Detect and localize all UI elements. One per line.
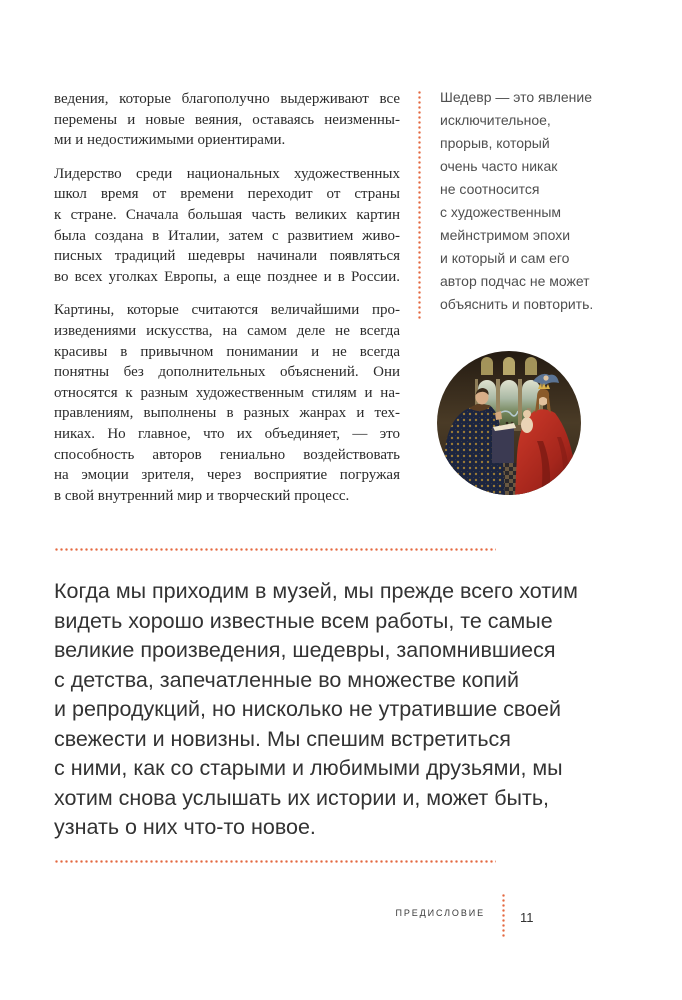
pull-quote-line: видеть хорошо известные всем работы, те самые — [54, 608, 553, 633]
pull-quote — [54, 577, 654, 843]
body-text-column — [54, 89, 400, 506]
footer-dotted-rule — [502, 893, 505, 939]
sidebar-note-line: и который и сам его — [440, 250, 570, 266]
pull-quote-line: свежести и новизны. Мы спешим встретиться — [54, 726, 511, 751]
sidebar-note — [440, 86, 630, 316]
body-text-line: школ время от времени переходит от страны — [54, 186, 400, 203]
body-text-line: ми и недостижимыми ориентирами. — [54, 132, 286, 149]
pull-quote-line: великие произведения, шедевры, запомнившиеся — [54, 638, 556, 662]
sidebar-note-line: прорыв, который — [440, 135, 550, 151]
pull-quote-line: с ними, как со старыми и любимыми друзьями, мы — [54, 756, 563, 780]
sidebar-note-line: автор подчас не может — [440, 273, 590, 289]
body-paragraph — [54, 300, 400, 506]
pull-quote-line: Когда мы приходим в музей, мы прежде всего хотим — [54, 579, 578, 603]
sidebar-note-line: очень часто никак — [440, 158, 558, 174]
body-text-line: относятся к разным художественным стилям и на- — [54, 384, 400, 401]
body-text-line: была создана в Италии, затем с развитием живо- — [54, 227, 400, 244]
dotted-divider-bottom — [54, 860, 496, 863]
painting-upper-windows — [481, 357, 537, 375]
body-text-line: понятны без дополнительных объяснений. Они — [54, 364, 400, 381]
sidebar-note-line: не соотносится — [440, 181, 540, 197]
sidebar-note-line: мейнстримом эпохи — [440, 227, 571, 243]
pull-quote-line: хотим снова услышать их истории и, может быть, — [54, 785, 550, 810]
body-text-line: никах. Но главное, что их объединяет, — это — [54, 425, 400, 442]
body-text-line: писных традиций шедевры начинали появляться — [54, 248, 400, 265]
body-text-line: Лидерство среди национальных художественных — [54, 165, 400, 182]
pull-quote-line: узнать о них что-то новое. — [54, 815, 316, 839]
sidebar-dotted-rule — [418, 90, 421, 319]
pull-quote-line: и репродукций, но нисколько не утратившие своей — [54, 697, 562, 721]
painting-medallion — [437, 351, 581, 495]
body-text-line: ведения, которые благополучно выдерживают все — [54, 91, 400, 107]
body-text-line: Картины, которые считаются величайшими про- — [54, 302, 400, 319]
sidebar-note-line: исключительное, — [440, 112, 551, 128]
body-text-line: способность авторов гениально воздействовать — [54, 446, 400, 463]
body-paragraph — [54, 164, 400, 288]
body-text-line: правлениям, выполнены в разных жанрах и тех- — [54, 405, 400, 422]
sidebar-note-line: объяснить и повторить. — [440, 296, 594, 312]
body-text-line: красивы в привычном понимании и не всегда — [54, 343, 400, 360]
page-number: 11 — [520, 910, 534, 925]
painting-image — [437, 351, 581, 495]
body-text-line: изведениями искусства, на самом деле не всегда — [54, 322, 400, 339]
sidebar-note-line: с художественным — [440, 204, 562, 220]
body-text-line: на эмоции зрителя, через восприятие погружая — [54, 467, 400, 484]
body-text-line: во всех уголках Европы, а еще позднее и в России. — [54, 268, 400, 285]
running-head-section: ПРЕДИСЛОВИЕ — [395, 908, 485, 918]
body-text-line: к стране. Сначала большая часть великих картин — [54, 206, 400, 223]
body-text-line: перемены и новые веяния, оставаясь неизменны- — [54, 111, 400, 128]
body-text-line: в свой внутренний мир и творческий процесс. — [54, 487, 350, 504]
prayer-desk — [492, 423, 516, 463]
body-paragraph — [54, 89, 400, 151]
pull-quote-line: с детства, запечатленные во множестве копий — [54, 667, 519, 692]
sidebar-note-line: Шедевр — это явление — [440, 89, 593, 105]
dotted-divider-top — [54, 548, 496, 551]
